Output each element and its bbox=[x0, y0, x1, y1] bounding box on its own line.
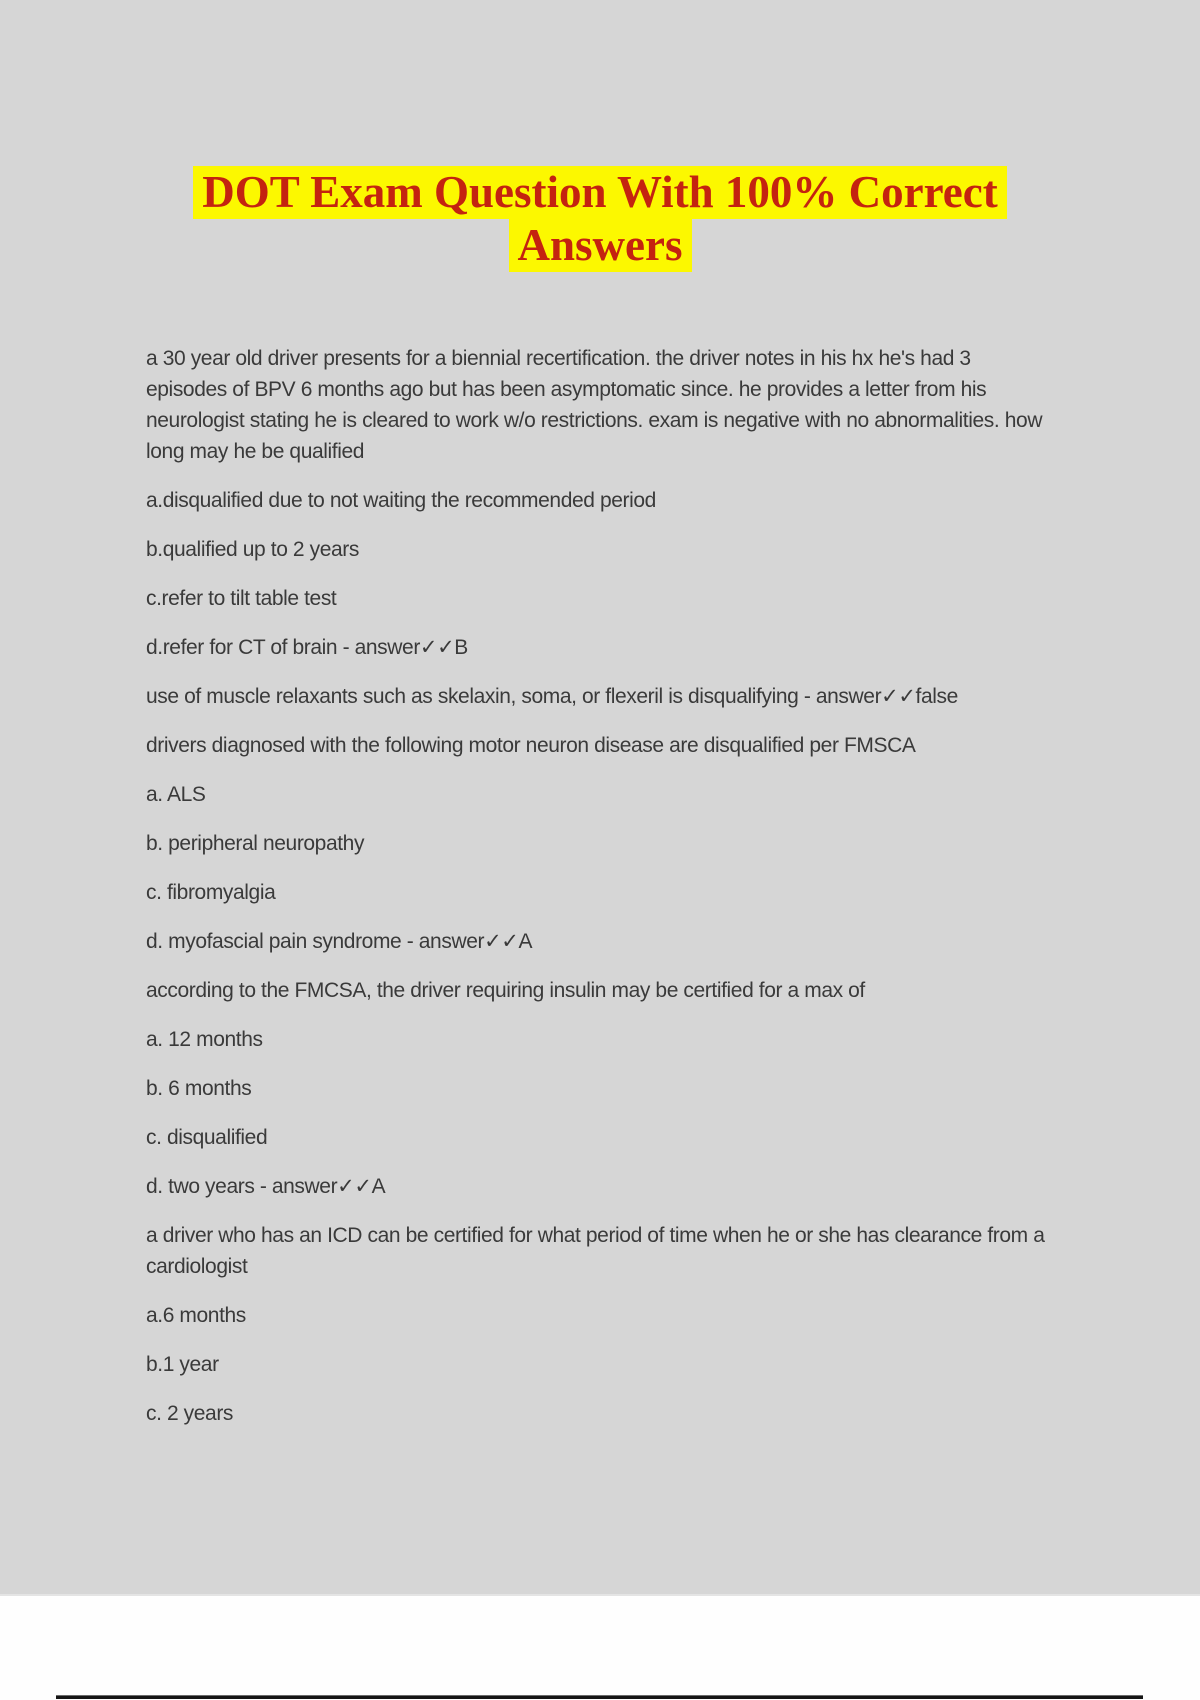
answer-option: c. 2 years bbox=[146, 1402, 234, 1425]
answer-option: c.refer to tilt table test bbox=[146, 587, 337, 610]
answer-option-with-answer: d. myofascial pain syndrome - answer✓✓A bbox=[146, 930, 533, 953]
question-paragraph: a 30 year old driver presents for a biennial recertification. the driver notes in his hx he's had 3 episodes of BPV 6 months ago but has been asymptomatic since. he provides a letter from his neurologist stating he is cleared to work w/o restrictions. exam is negative with no abnormalities. how long may he be qualified bbox=[146, 347, 1043, 463]
title-line-1: DOT Exam Question With 100% Correct bbox=[193, 166, 1006, 219]
title-line-2: Answers bbox=[509, 219, 692, 272]
answer-option: c. disqualified bbox=[146, 1126, 268, 1149]
answer-option: c. fibromyalgia bbox=[146, 881, 276, 904]
question-with-answer: use of muscle relaxants such as skelaxin, soma, or flexeril is disqualifying - answer✓✓false bbox=[146, 685, 958, 708]
question-paragraph: a driver who has an ICD can be certified for what period of time when he or she has clearance from a cardiologist bbox=[146, 1224, 1045, 1278]
answer-option: b. 6 months bbox=[146, 1077, 252, 1100]
page-bottom-margin bbox=[0, 1596, 1200, 1700]
question-paragraph: drivers diagnosed with the following motor neuron disease are disqualified per FMSCA bbox=[146, 734, 916, 757]
document-title bbox=[0, 0, 1200, 272]
page-divider-line bbox=[56, 1695, 1143, 1699]
answer-option: a. ALS bbox=[146, 783, 206, 806]
answer-option: b.qualified up to 2 years bbox=[146, 538, 359, 561]
answer-option: a.disqualified due to not waiting the recommended period bbox=[146, 489, 656, 512]
question-paragraph: according to the FMCSA, the driver requiring insulin may be certified for a max of bbox=[146, 979, 865, 1002]
answer-option: a.6 months bbox=[146, 1304, 246, 1327]
answer-option-with-answer: d.refer for CT of brain - answer✓✓B bbox=[146, 636, 468, 659]
answer-option: a. 12 months bbox=[146, 1028, 263, 1051]
answer-option-with-answer: d. two years - answer✓✓A bbox=[146, 1175, 386, 1198]
answer-option: b. peripheral neuropathy bbox=[146, 832, 365, 855]
document-body bbox=[146, 343, 1046, 1429]
answer-option: b.1 year bbox=[146, 1353, 219, 1376]
